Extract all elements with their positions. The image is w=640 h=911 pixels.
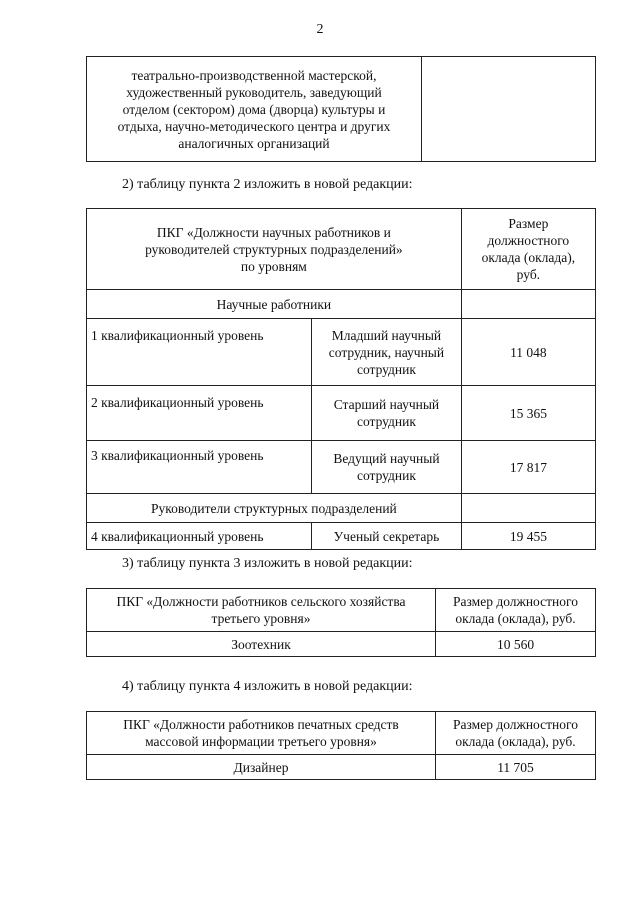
header-group-cell xyxy=(87,209,462,290)
table-row xyxy=(87,441,596,494)
header-row xyxy=(87,712,596,755)
salary-cell: 17 817 xyxy=(461,441,595,494)
salary-cell: 11 048 xyxy=(461,319,595,386)
level-cell: 1 квалификационный уровень xyxy=(87,319,312,386)
header-line: оклада (оклада), руб. xyxy=(455,734,576,749)
text-line: театрально-производственной мастерской, xyxy=(131,67,377,83)
table-row xyxy=(87,523,596,550)
paragraph-4: 4) таблицу пункта 4 изложить в новой редакции: xyxy=(122,679,413,694)
page-number: 2 xyxy=(316,22,324,37)
header-line: руководителей структурных подразделений» xyxy=(145,241,403,257)
header-line: руб. xyxy=(516,267,541,282)
position-line: Младший научный xyxy=(331,327,442,343)
position-cell xyxy=(312,441,462,494)
section-row xyxy=(87,290,596,319)
empty-cell xyxy=(461,494,595,523)
paragraph-3: 3) таблицу пункта 3 изложить в новой редакции: xyxy=(122,556,413,571)
position-line: Ученый секретарь xyxy=(333,528,440,544)
header-line: ПКГ «Должности научных работников и xyxy=(156,224,391,240)
text-line: отдыха, научно-методического центра и других xyxy=(117,118,391,134)
header-row xyxy=(87,209,596,290)
section-row xyxy=(87,494,596,523)
header-group-cell xyxy=(87,712,436,755)
position-cell xyxy=(312,319,462,386)
table-agriculture-workers xyxy=(86,588,596,657)
header-salary-cell xyxy=(461,209,595,290)
text-line: аналогичных организаций xyxy=(178,135,330,151)
level-cell: 3 квалификационный уровень xyxy=(87,441,312,494)
position-line: сотрудник xyxy=(356,468,416,483)
salary-cell: 19 455 xyxy=(461,523,595,550)
position-cell xyxy=(312,523,462,550)
continued-table xyxy=(86,56,596,162)
level-cell: 4 квалификационный уровень xyxy=(87,523,312,550)
salary-cell: 10 560 xyxy=(436,632,596,657)
header-line: по уровням xyxy=(240,258,307,274)
header-line: Размер xyxy=(508,216,549,231)
header-salary-cell xyxy=(436,712,596,755)
position-text-cell xyxy=(87,57,422,162)
paragraph-2: 2) таблицу пункта 2 изложить в новой редакции: xyxy=(122,177,413,192)
position-line: Старший научный xyxy=(333,397,440,412)
table-row xyxy=(87,755,596,780)
header-line: Размер должностного xyxy=(453,594,578,609)
level-cell: 2 квалификационный уровень xyxy=(87,386,312,441)
table-row xyxy=(87,386,596,441)
header-line: ПКГ «Должности работников печатных средств xyxy=(123,717,399,732)
position-cell: Дизайнер xyxy=(87,755,436,780)
position-line: Ведущий научный xyxy=(333,451,440,466)
header-line: массовой информации третьего уровня» xyxy=(145,734,377,749)
header-line: оклада (оклада), xyxy=(481,250,576,265)
position-cell: Зоотехник xyxy=(87,632,436,657)
salary-cell xyxy=(422,57,596,162)
header-line: ПКГ «Должности работников сельского хозяйства xyxy=(116,594,406,609)
header-line: должностного xyxy=(487,233,570,248)
salary-cell: 15 365 xyxy=(461,386,595,441)
position-cell xyxy=(312,386,462,441)
section-title: Руководители структурных подразделений xyxy=(87,494,462,523)
header-line: третьего уровня» xyxy=(211,611,311,626)
position-line: сотрудник xyxy=(356,414,416,429)
header-row xyxy=(87,589,596,632)
section-title: Научные работники xyxy=(87,290,462,319)
header-salary-cell xyxy=(436,589,596,632)
table-row xyxy=(87,57,596,162)
header-line: Размер должностного xyxy=(453,717,578,732)
salary-cell: 11 705 xyxy=(436,755,596,780)
position-line: сотрудник, научный xyxy=(328,344,445,360)
empty-cell xyxy=(461,290,595,319)
text-line: отделом (сектором) дома (дворца) культуры и xyxy=(122,101,386,117)
header-line: оклада (оклада), руб. xyxy=(455,611,576,626)
table-media-workers xyxy=(86,711,596,780)
table-scientific-workers xyxy=(86,208,596,550)
table-row xyxy=(87,319,596,386)
header-group-cell xyxy=(87,589,436,632)
text-line: художественный руководитель, заведующий xyxy=(126,84,382,100)
table-row xyxy=(87,632,596,657)
position-line: сотрудник xyxy=(356,361,416,377)
